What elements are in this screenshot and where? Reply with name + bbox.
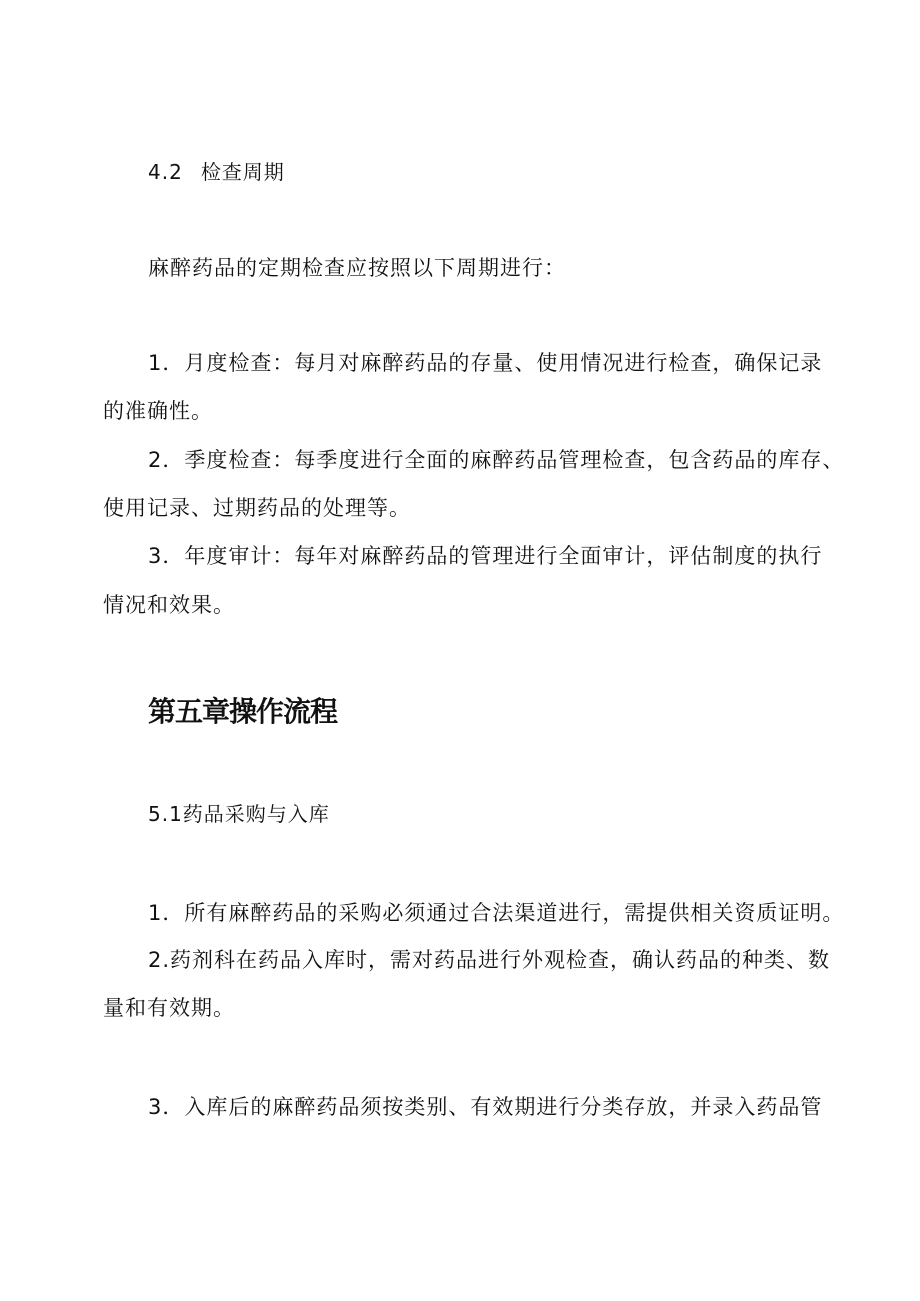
section-heading-4-2 [148,159,285,185]
list-item-line: 使用记录、过期药品的处理等。 [103,496,411,520]
list-item-line: 情况和效果。 [103,593,235,617]
section-number: 4.2 [148,160,183,184]
list-item-line: 3．入库后的麻醉药品须按类别、有效期进行分类存放，并录入药品管 [148,1095,823,1119]
section-title: 检查周期 [200,160,285,184]
list-item-line: 的准确性。 [103,399,213,423]
list-item-line: 2.药剂科在药品入库时，需对药品进行外观检查，确认药品的种类、数 [148,948,831,972]
list-item-line: 1．所有麻醉药品的采购必须通过合法渠道进行，需提供相关资质证明。 [148,901,845,925]
section-heading-5-1: 5.1药品采购与入库 [148,802,330,826]
list-item-line: 3．年度审计：每年对麻醉药品的管理进行全面审计，评估制度的执行 [148,544,823,568]
list-item-line: 量和有效期。 [103,996,235,1020]
chapter-title: 第五章操作流程 [148,695,338,728]
list-item-line: 1．月度检查：每月对麻醉药品的存量、使用情况进行检查，确保记录 [148,351,823,375]
list-item-line: 2．季度检查：每季度进行全面的麻醉药品管理检查，包含药品的库存、 [148,448,845,472]
section-intro: 麻醉药品的定期检查应按照以下周期进行： [148,256,566,280]
